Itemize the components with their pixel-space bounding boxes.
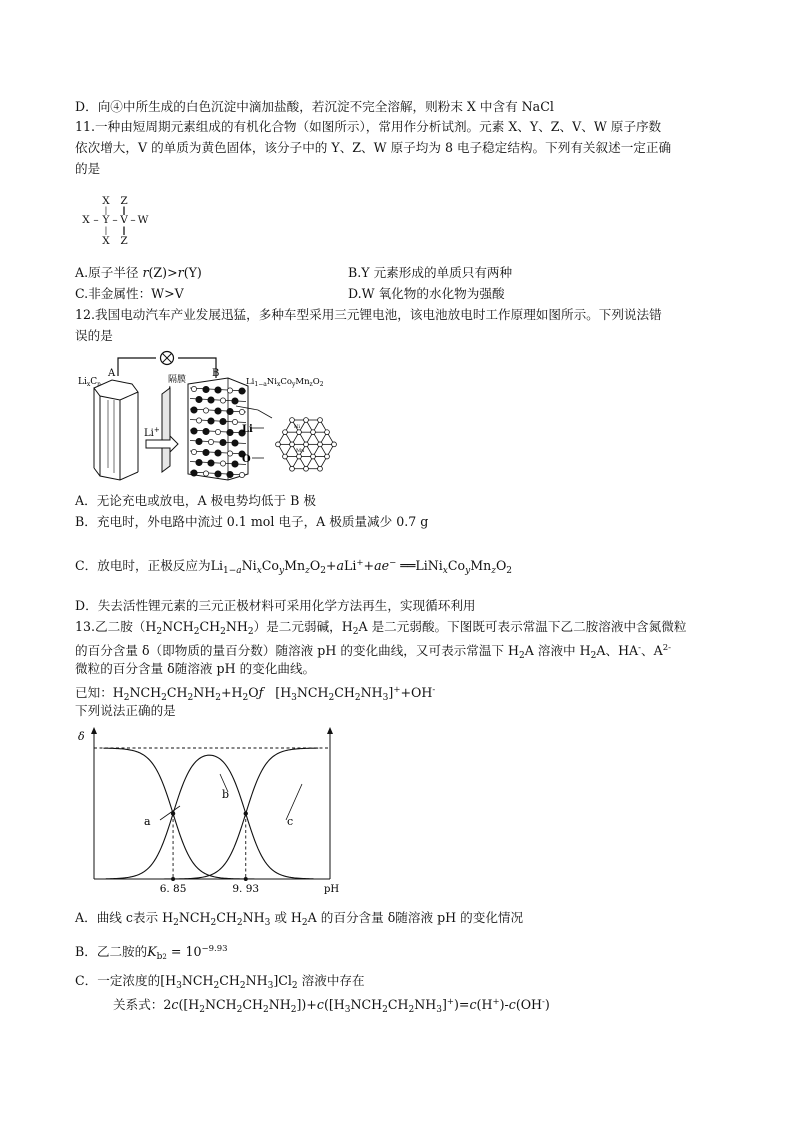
series-leader-a: [160, 806, 180, 820]
lattice-node: [332, 442, 337, 447]
lattice-node: [304, 418, 309, 423]
cathode-atom: [196, 459, 202, 465]
q11-option-a-r1: r: [142, 265, 149, 280]
cathode-atom: [203, 408, 208, 413]
struct-v: V: [120, 214, 128, 226]
q12-option-d: D．失去活性锂元素的三元正极材料可采用化学方法再生，实现循环利用: [75, 598, 476, 613]
cathode-atom: [196, 418, 201, 423]
electrode-a-label: A: [108, 368, 116, 379]
q11-option-d: D.W 氧化物的水化物为强酸: [348, 286, 505, 301]
circuit-wire: [118, 358, 156, 376]
struct-vbond-zv-bottom: ‖: [122, 226, 126, 235]
q13-option-a: A．曲线 c表示 $H_2NCH_2CH_2NH_3$ 或 $H_2A$ 的百分含量 δ随溶液 pH 的变化情况: [75, 910, 524, 928]
membrane: [162, 388, 170, 472]
cathode-atom: [191, 407, 197, 413]
cathode-atom: [208, 397, 214, 403]
cathode-atom: [203, 428, 209, 434]
q11-stem-3: 的是: [75, 161, 101, 176]
q11-option-a-end: (Y): [183, 265, 202, 280]
struct-y: Y: [102, 214, 110, 226]
cathode-atom: [227, 471, 233, 477]
cathode-atom: [220, 439, 226, 445]
lattice-node: [318, 466, 323, 471]
chart-xlabel: pH: [324, 884, 340, 895]
struct-x-bottom: X: [102, 235, 110, 247]
lattice-o-label: O: [242, 454, 251, 465]
cathode-atom: [232, 419, 237, 424]
lattice-node: [304, 466, 309, 471]
cathode-atom: [232, 398, 238, 404]
struct-bond-1: –: [93, 214, 99, 226]
struct-bond-3: –: [130, 214, 136, 226]
q12-battery-diagram: [78, 348, 348, 486]
lattice-node: [297, 454, 302, 459]
struct-bond-2: –: [112, 214, 118, 226]
cathode-atom: [203, 449, 209, 455]
q11-option-a-prefix: A.原子半径: [75, 265, 143, 280]
lattice-node: [311, 454, 316, 459]
lattice-node: [283, 430, 288, 435]
lattice-node: [311, 430, 316, 435]
struct-x-left: X: [82, 214, 90, 226]
cathode-atom: [191, 386, 196, 391]
lattice-mn-label: Mn: [296, 448, 305, 454]
x-tick-dot-2: [244, 877, 248, 881]
cathode-atom: [239, 409, 244, 414]
lattice-node: [325, 454, 330, 459]
q11-option-b: B.Y 元素形成的单质只有两种: [348, 265, 513, 280]
cathode-atom: [239, 388, 245, 394]
cathode-atom: [239, 472, 244, 477]
struct-x-top: X: [102, 195, 110, 207]
lattice-node: [325, 430, 330, 435]
anode-prism: [94, 380, 138, 480]
cathode-formula: $Li_{1-a}Ni_xCo_yMn_zO_2$: [246, 377, 324, 388]
lattice-node: [297, 430, 302, 435]
cathode-lattice: [188, 378, 248, 480]
chart-ylabel: δ: [78, 730, 85, 743]
cathode-atom: [215, 408, 221, 414]
q11-structure-diagram: [80, 192, 160, 248]
q12-stem-2: 误的是: [75, 328, 113, 343]
cathode-atom: [220, 398, 225, 403]
q11-stem-2: 依次增大，V 的单质为黄色固体，该分子中的 Y、Z、W 原子均为 8 电子稳定结构。下列有关叙述一定正确: [75, 140, 672, 155]
anode-label: $Li_xC_n$: [78, 377, 102, 388]
struct-vbond-xy-top: |: [104, 206, 108, 215]
q12-option-c-equation: $Li_{1-a}Ni_xCo_yMn_zO_2+aLi^++ae^-$ $══LiNi_xCo_yMn_zO_2$: [210, 558, 513, 576]
cathode-atom: [203, 386, 209, 392]
lattice-li-label: Li: [242, 424, 253, 435]
q11-stem-1: 11.一种由短周期元素组成的有机化合物（如图所示），常用作分析试剂。元素 X、Y、Z、V、W 原子序数: [75, 119, 662, 134]
x-tick-label-1: 6. 85: [159, 883, 187, 895]
cathode-atom: [215, 429, 220, 434]
x-tick-label-2: 9. 93: [232, 883, 260, 895]
crossing-point-2: [244, 811, 248, 815]
struct-z-top: Z: [120, 195, 128, 207]
magnified-lattice: [276, 418, 337, 472]
x-tick-dot-1: [171, 877, 175, 881]
struct-z-bottom: Z: [120, 235, 128, 247]
cathode-atom: [220, 461, 225, 466]
q12-stem-1: 12.我国电动汽车产业发展迅猛，多种车型采用三元锂电池，该电池放电时工作原理如图所示。下列说法错: [75, 307, 662, 322]
q11-option-a-mid: (Z)>: [148, 265, 178, 280]
cathode-atom: [232, 461, 238, 467]
cathode-atom: [227, 429, 233, 435]
q13-question: 下列说法正确的是: [75, 703, 176, 718]
crossing-point-1: [171, 811, 175, 815]
lattice-ni-label: Ni: [294, 424, 300, 430]
cathode-atom: [215, 471, 221, 477]
q12-option-c-prefix: C．放电时，正极反应为: [75, 558, 211, 573]
lattice-node: [290, 442, 295, 447]
q11-option-a: [75, 264, 202, 282]
cathode-atom: [191, 449, 196, 454]
lattice-node: [283, 454, 288, 459]
cathode-atom: [196, 396, 202, 402]
struct-vbond-zv-top: ‖: [122, 206, 126, 215]
q13-option-c-2: 关系式：$2c([H_2NCH_2CH_2NH_2])+c([H_3NCH_2CH_2NH_3]^+)=c(H^+)-c(OH^-)$: [113, 997, 550, 1015]
q13-known: 已知：$H_2NCH_2CH_2NH_2+H_2Oƒ$ $[H_3NCH_2CH_2NH_3]^++OH^-$: [75, 685, 436, 703]
lattice-node: [290, 466, 295, 471]
cathode-atom: [227, 451, 232, 456]
y-axis-arrow-icon: [91, 727, 97, 734]
lattice-node: [290, 418, 295, 423]
cathode-atom: [227, 408, 233, 414]
q13-option-c-1: C．一定浓度的$[H_3NCH_2CH_2NH_3]Cl_2$ 溶液中存在: [75, 973, 365, 991]
struct-vbond-xy-bottom: |: [104, 226, 108, 235]
cathode-atom: [208, 418, 214, 424]
q11-option-a-r2: r: [177, 265, 184, 280]
curve-c: [155, 748, 318, 879]
cathode-atom: [227, 388, 232, 393]
q12-option-c: [75, 554, 512, 580]
q10-option-d: D．向④中所生成的白色沉淀中滴加盐酸，若沉淀不完全溶解，则粉末 X 中含有 NaCl: [75, 99, 554, 114]
cathode-atom: [191, 428, 197, 434]
cathode-atom: [232, 440, 238, 446]
q13-stem-2: 的百分含量 δ（即物质的量百分数）随溶液 pH 的变化曲线，又可表示常温下 $H_2A$ 溶液中 $H_2A$、HA-、$A^{2-}$: [75, 643, 672, 661]
q12-option-b: B．充电时，外电路中流过 0.1 mol 电子，A 极质量减少 0.7 g: [75, 514, 429, 529]
cathode-atom: [191, 470, 197, 476]
cathode-atom: [208, 439, 213, 444]
q13-option-b-prefix: B．乙二胺的: [75, 944, 148, 959]
cathode-atom: [215, 387, 221, 393]
lattice-node: [318, 442, 323, 447]
bulb-icon: [161, 352, 174, 365]
q13-option-b: B．乙二胺的$K_{b2} = 10^{-9.93}$: [75, 944, 228, 962]
right-axis-arrow-icon: [327, 727, 333, 734]
cathode-atom: [208, 460, 214, 466]
cathode-atom: [215, 450, 221, 456]
q13-stem-1: 13.乙二胺$(H_2NCH_2CH_2NH_2)$是二元弱碱，$H_2A$ 是二元弱酸。下图既可表示常温下乙二胺溶液中含氮微粒: [75, 619, 687, 637]
curve-a: [103, 748, 261, 879]
q13-distribution-chart: [76, 724, 346, 896]
q13-stem-3: 微粒的百分含量 δ随溶液 pH 的变化曲线。: [75, 661, 316, 676]
q12-option-a: A．无论充电或放电，A 极电势均低于 B 极: [75, 493, 316, 508]
series-label-b: b: [222, 788, 230, 801]
membrane-label: 隔膜: [168, 375, 187, 385]
electrode-b-label: B: [212, 368, 220, 379]
lattice-node: [318, 418, 323, 423]
cathode-atom: [203, 471, 208, 476]
lattice-node: [304, 442, 309, 447]
curve-b: [106, 755, 314, 879]
series-label-c: c: [287, 815, 294, 828]
struct-w: W: [137, 214, 149, 226]
q11-option-c: C.非金属性：W>V: [75, 286, 184, 301]
lattice-node: [276, 442, 281, 447]
series-label-a: a: [144, 815, 151, 828]
cathode-atom: [196, 438, 202, 444]
li-ion-label: Li+: [144, 426, 160, 439]
cathode-atom: [220, 418, 226, 424]
